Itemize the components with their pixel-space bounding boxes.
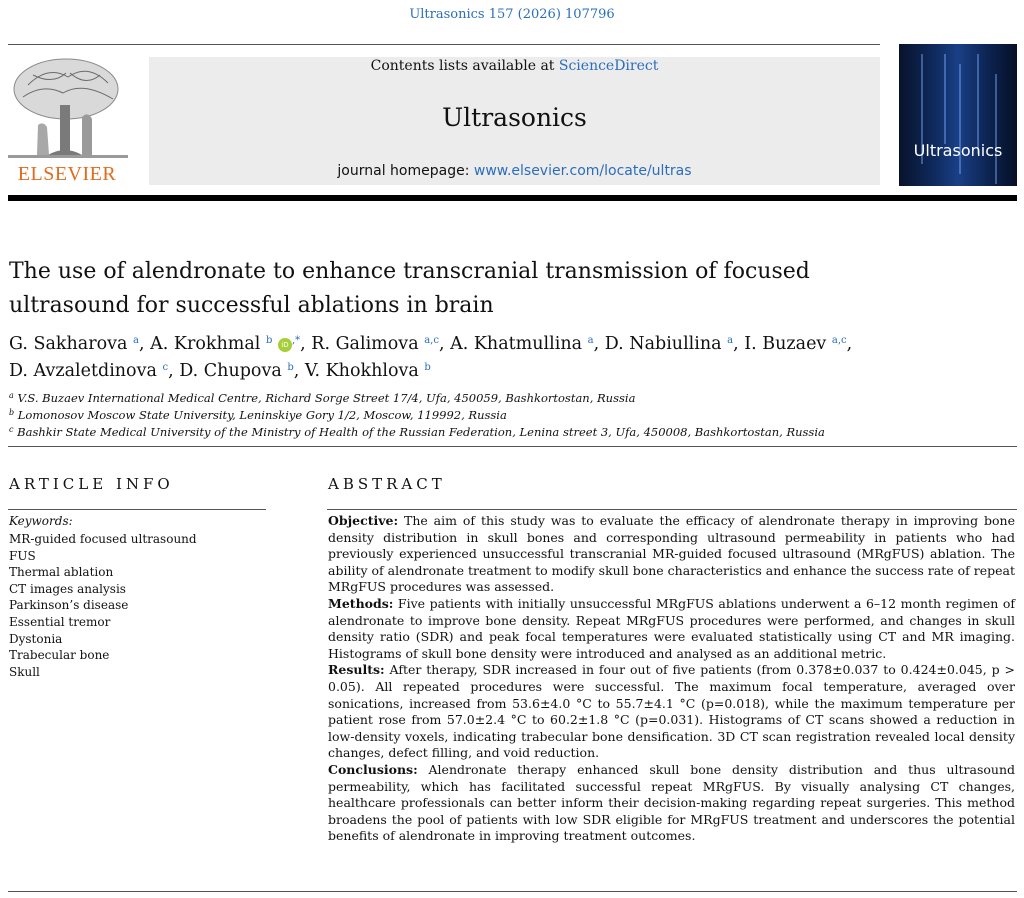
abstract-section-label: Conclusions: bbox=[328, 761, 418, 777]
keyword-item: Dystonia bbox=[9, 631, 63, 646]
affiliation-marker[interactable]: a bbox=[587, 335, 594, 346]
journal-citation[interactable]: Ultrasonics 157 (2026) 107796 bbox=[409, 7, 615, 22]
abstract-section bbox=[328, 513, 1015, 596]
abstract-section bbox=[328, 662, 1015, 762]
orcid-icon[interactable]: iD bbox=[278, 338, 292, 352]
elsevier-tree-icon bbox=[8, 55, 128, 163]
abstract-section-label: Methods: bbox=[328, 595, 394, 611]
header-divider bbox=[8, 44, 880, 45]
cover-streak bbox=[995, 74, 997, 184]
article-info-rule bbox=[8, 509, 266, 510]
paper-title: The use of alendronate to enhance transcranial transmission of focused ultrasound for successful ablations in brain bbox=[9, 259, 810, 318]
affiliation-marker[interactable]: b bbox=[265, 335, 273, 346]
bottom-rule bbox=[8, 891, 1017, 892]
affiliation-text: Lomonosov Moscow State University, Leninskiye Gory 1/2, Moscow, 119992, Russia bbox=[17, 408, 507, 422]
cover-streak bbox=[977, 54, 979, 154]
affiliation-marker[interactable]: c bbox=[162, 362, 169, 373]
keyword-item: CT images analysis bbox=[9, 581, 126, 596]
author-name[interactable]: A. Krokhmal bbox=[150, 334, 261, 354]
abstract-body bbox=[328, 513, 1015, 845]
keyword-item: FUS bbox=[9, 548, 36, 563]
affiliation-marker[interactable]: b bbox=[424, 362, 431, 373]
sciencedirect-link[interactable]: ScienceDirect bbox=[558, 58, 659, 74]
homepage-prefix: journal homepage: bbox=[337, 163, 474, 179]
affiliation-marker[interactable]: a bbox=[133, 335, 139, 346]
keyword-item: Thermal ablation bbox=[9, 565, 114, 580]
cover-streak bbox=[944, 54, 946, 144]
affiliation-marker[interactable]: b bbox=[287, 362, 294, 373]
author-name[interactable]: G. Sakharova bbox=[9, 334, 128, 354]
affiliation-key: a bbox=[9, 391, 14, 400]
author-list: G. Sakharova $^a$, A. Krokhmal $^b$ iD ,*, R. Galimova $^{a,c}$, A. Khatmullina $^a$, D. Nabiullina $^a$, I. Buzaev $^{a,c}$, D. Avzaletdinova $^c$, D. Chupova $^b$, V. Khokhlova $^b$ bbox=[9, 334, 853, 381]
affiliation-marker[interactable]: a bbox=[727, 335, 734, 346]
keyword-item: MR-guided focused ultrasound bbox=[9, 532, 197, 546]
keyword-item: Trabecular bone bbox=[9, 648, 110, 663]
section-divider bbox=[8, 446, 1017, 447]
affiliation-marker[interactable]: a,c bbox=[424, 335, 439, 346]
journal-homepage-link[interactable]: www.elsevier.com/locate/ultras bbox=[473, 163, 692, 179]
author-name[interactable]: D. Nabiullina bbox=[604, 334, 722, 354]
affiliation-marker[interactable]: a,c bbox=[831, 335, 847, 346]
author-name[interactable]: A. Khatmullina bbox=[450, 334, 583, 354]
affiliation-key: b bbox=[9, 408, 15, 417]
keyword-item: Parkinson’s disease bbox=[9, 598, 129, 613]
abstract-section-label: Results: bbox=[328, 662, 385, 678]
journal-cover[interactable] bbox=[899, 44, 1017, 186]
abstract-section bbox=[328, 762, 1015, 845]
affiliation-item bbox=[9, 407, 1009, 424]
journal-name: Ultrasonics bbox=[442, 103, 587, 132]
author-name[interactable]: D. Chupova bbox=[179, 361, 282, 381]
abstract-section-text: After therapy, SDR increased in four out of five patients (from 0.378±0.037 to 0.424±0.045, p > 0.05). All repeated procedures were successful. The maximum focal temperature, averaged over sonications, increased from 53.6±4.0 °C to 55.7±4.1 °C (p=0.018), while the maximum temperature per patient rose from 57.0±2.4 °C to 60.2±1.8 °C (p=0.031). Histograms of CT scans showed a reduction in low-density voxels, indicating trabecular bone densification. 3D CT scan registration revealed local density changes, defect filling, and void reduction. bbox=[328, 662, 1015, 761]
affiliation-list bbox=[9, 390, 1009, 441]
affiliation-text: V.S. Buzaev International Medical Centre, Richard Sorge Street 17/4, Ufa, 450059, Bashkortostan, Russia bbox=[17, 391, 636, 405]
article-info-heading: ARTICLE INFO bbox=[9, 475, 174, 493]
corresponding-marker[interactable]: ,* bbox=[291, 335, 301, 346]
homepage-line bbox=[149, 163, 880, 179]
author-name[interactable]: R. Galimova bbox=[311, 334, 419, 354]
abstract-section-text: Five patients with initially unsuccessful MRgFUS ablations underwent a 6–12 month regimen of alendronate to improve bone density. Repeat MRgFUS procedures were performed, and changes in skull density ratio (SDR) and peak focal temperatures were evaluated statistically using CT and MR imaging. Histograms of skull bone density were introduced and analysed as an additional metric. bbox=[328, 595, 1015, 661]
keyword-item: Essential tremor bbox=[9, 614, 111, 629]
abstract-heading: ABSTRACT bbox=[328, 475, 446, 493]
affiliation-item bbox=[9, 390, 1009, 407]
abstract-section-text: Alendronate therapy enhanced skull bone density distribution and thus ultrasound permeability, which has facilitated successful repeat MRgFUS. By visually analysing CT changes, healthcare professionals can better inform their decision-making regarding repeat surgeries. This method broadens the pool of patients with low SDR eligible for MRgFUS treatment and underscores the potential benefits of alendronate in improving treatment outcomes. bbox=[328, 761, 1015, 844]
abstract-section-label: Objective: bbox=[328, 513, 399, 528]
affiliation-text: Bashkir State Medical University of the Ministry of Health of the Russian Federation, Lenina street 3, Ufa, 450008, Bashkortostan, Russia bbox=[17, 425, 825, 439]
header-bottom-rule bbox=[8, 195, 1017, 201]
affiliation-item bbox=[9, 424, 1009, 441]
abstract-rule bbox=[327, 509, 1017, 510]
cover-title: Ultrasonics bbox=[913, 141, 1003, 160]
author-name[interactable]: V. Khokhlova bbox=[304, 361, 419, 381]
affiliation-key: c bbox=[9, 425, 14, 434]
keyword-item: Skull bbox=[9, 664, 40, 679]
author-name[interactable]: I. Buzaev bbox=[744, 334, 827, 354]
abstract-section-text: The aim of this study was to evaluate the efficacy of alendronate therapy in improving bone density distribution in skull bones and corresponding ultrasound permeability in patients who had previously experienced unsuccessful transcranial MR-guided focused ultrasound (MRgFUS) ablation. The ability of alendronate treatment to modify skull bone characteristics and enhance the success rate of repeat MRgFUS procedures was assessed. bbox=[328, 513, 1015, 595]
keywords-label: Keywords: bbox=[9, 514, 73, 528]
contents-line bbox=[149, 58, 880, 74]
abstract-section bbox=[328, 596, 1015, 662]
elsevier-wordmark[interactable]: ELSEVIER bbox=[17, 163, 117, 185]
keyword-list bbox=[9, 531, 279, 680]
author-name[interactable]: D. Avzaletdinova bbox=[9, 361, 157, 381]
contents-prefix: Contents lists available at bbox=[370, 58, 559, 74]
